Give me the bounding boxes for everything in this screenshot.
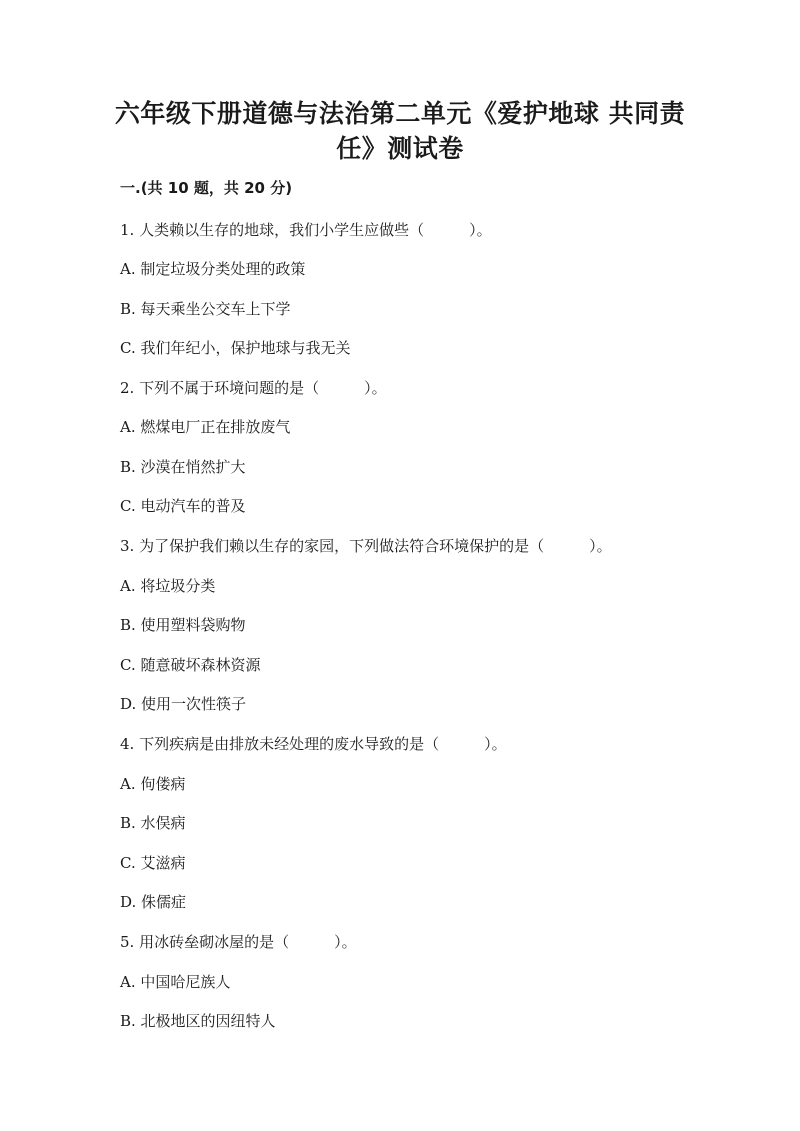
question-1-option-b: B. 每天乘坐公交车上下学	[120, 300, 291, 318]
page-title-line-2: 任》测试卷	[336, 134, 464, 163]
question-2-option-a: A. 燃煤电厂正在排放废气	[120, 418, 291, 436]
question-3-stem: 3. 为了保护我们赖以生存的家园，下列做法符合环境保护的是（ ）。	[120, 537, 612, 555]
section-heading: 一.(共 10 题，共 20 分)	[120, 179, 293, 197]
question-1-stem: 1. 人类赖以生存的地球，我们小学生应做些（ ）。	[120, 221, 492, 239]
question-5-stem: 5. 用冰砖垒砌冰屋的是（ ）。	[120, 933, 357, 951]
question-4-option-c: C. 艾滋病	[120, 854, 186, 872]
question-4-option-d: D. 侏儒症	[120, 893, 187, 911]
question-1-option-a: A. 制定垃圾分类处理的政策	[120, 260, 306, 278]
question-5-option-b: B. 北极地区的因纽特人	[120, 1012, 276, 1030]
question-2-stem: 2. 下列不属于环境问题的是（ ）。	[120, 379, 387, 397]
question-3-option-b: B. 使用塑料袋购物	[120, 616, 246, 634]
question-3-option-a: A. 将垃圾分类	[120, 577, 216, 595]
question-5-option-a: A. 中国哈尼族人	[120, 973, 231, 991]
question-4-option-b: B. 水俣病	[120, 814, 186, 832]
question-4-option-a: A. 佝偻病	[120, 775, 186, 793]
question-4-stem: 4. 下列疾病是由排放未经处理的废水导致的是（ ）。	[120, 735, 507, 753]
question-3-option-d: D. 使用一次性筷子	[120, 695, 247, 713]
question-3-option-c: C. 随意破坏森林资源	[120, 656, 261, 674]
question-1-option-c: C. 我们年纪小，保护地球与我无关	[120, 339, 351, 357]
question-2-option-c: C. 电动汽车的普及	[120, 497, 246, 515]
page-title-line-1: 六年级下册道德与法治第二单元《爱护地球 共同责	[114, 99, 686, 128]
question-2-option-b: B. 沙漠在悄然扩大	[120, 458, 246, 476]
